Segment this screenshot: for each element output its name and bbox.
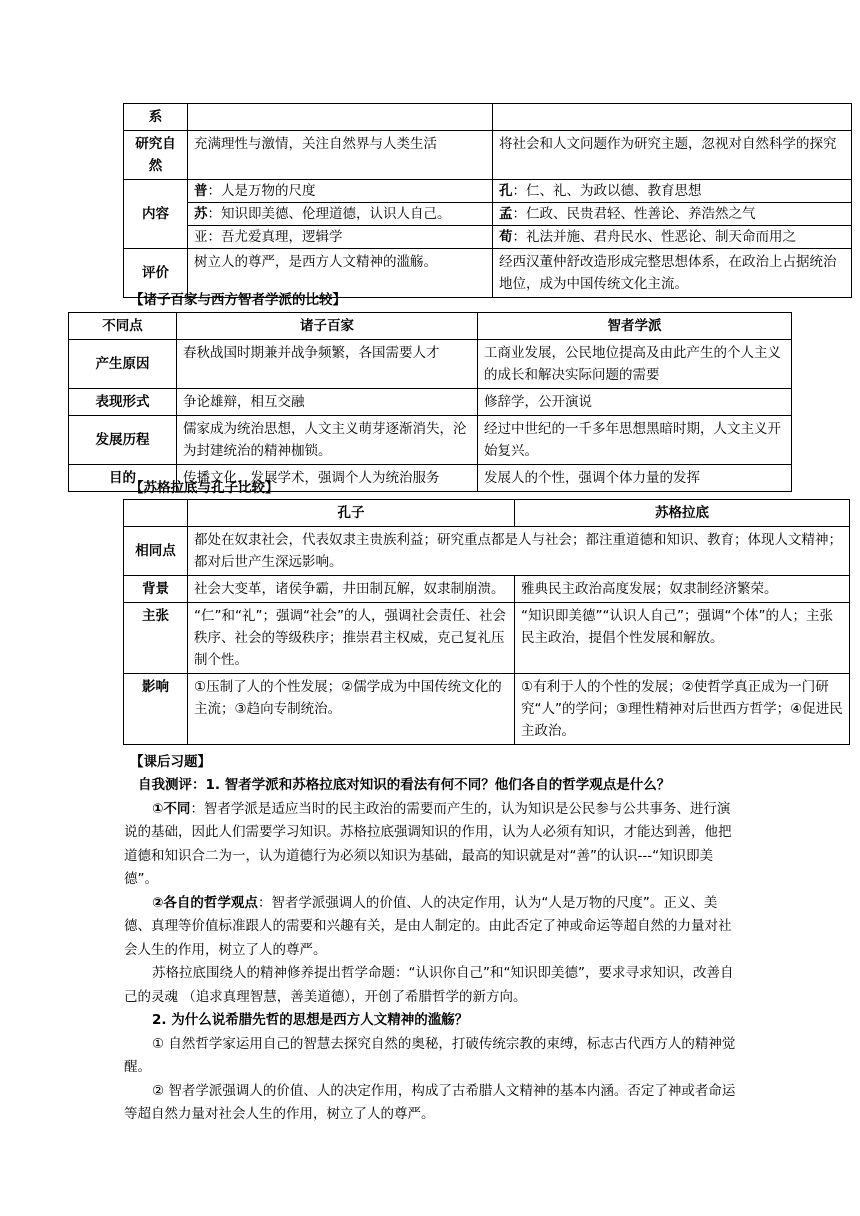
exercise-block — [124, 774, 736, 1127]
table-row — [124, 576, 850, 603]
text: ：仁政、民贵君轻、性善论、养浩然之气 — [512, 206, 756, 222]
header-cell: 苏格拉底 — [515, 500, 850, 527]
comparison-table-1 — [123, 103, 852, 298]
cell: 社会大变革，诸侯争霸，井田制瓦解，奴隶制崩溃。 — [188, 576, 515, 603]
cell: 发展人的个性，强调个体力量的发挥 — [478, 465, 792, 492]
content-line — [493, 203, 851, 226]
question-1: 自我测评：1. 智者学派和苏格拉底对知识的看法有何不同？他们各自的哲学观点是什么？ — [138, 777, 671, 793]
table-row — [69, 340, 792, 389]
table-row — [124, 131, 852, 180]
header-cell — [124, 500, 188, 527]
cell: 经过中世纪的一千多年思想黑暗时期，人文主义开始复兴。 — [478, 416, 792, 465]
row-label: 背景 — [124, 576, 188, 603]
lead: 孟 — [499, 206, 513, 222]
answer-paragraph: ② 智者学派强调人的价值、人的决定作用，构成了古希腊人文精神的基本内涵。否定了神或者命运等超自然力量对社会人生的作用，树立了人的尊严。 — [124, 1082, 736, 1122]
cell: 将社会和人文问题作为研究主题，忽视对自然科学的探究 — [493, 131, 852, 180]
cell: “仁”和“礼”；强调“社会”的人，强调社会责任、社会秩序、社会的等级秩序；推崇君主权威，克己复礼压制个性。 — [188, 603, 515, 674]
cell — [493, 180, 852, 249]
cell: 儒家成为统治思想，人文主义萌芽逐渐消失，沦为封建统治的精神枷锁。 — [177, 416, 478, 465]
cell: 雅典民主政治高度发展；奴隶制经济繁荣。 — [515, 576, 850, 603]
cell: ①压制了人的个性发展；②儒学成为中国传统文化的主流；③趋向专制统治。 — [188, 674, 515, 745]
row-label: 影响 — [124, 674, 188, 745]
answer-paragraph — [124, 892, 736, 963]
cell: 春秋战国时期兼并战争频繁，各国需要人才 — [177, 340, 478, 389]
content-line — [493, 180, 851, 203]
question-2: 2. 为什么说希腊先哲的思想是西方人文精神的滥觞？ — [152, 1012, 469, 1028]
comparison-table-3 — [123, 499, 850, 745]
row-label: 研究自然 — [124, 131, 188, 180]
cell: 传播文化，发展学术，强调个人为统治服务 — [177, 465, 478, 492]
table-row — [69, 389, 792, 416]
cell: 争论雄辩，相互交融 — [177, 389, 478, 416]
cell — [493, 104, 852, 131]
table-header — [124, 500, 850, 527]
row-label: 系 — [124, 104, 188, 131]
table-row — [124, 603, 850, 674]
section-title: 【苏格拉底与孔子比较】 — [130, 480, 279, 496]
header-cell: 诸子百家 — [177, 313, 478, 340]
table-row — [124, 104, 852, 131]
row-label: 相同点 — [124, 527, 188, 576]
cell: 修辞学，公开演说 — [478, 389, 792, 416]
content-line — [188, 180, 492, 203]
answer-lead: ①不同 — [152, 800, 191, 817]
lead: 苏 — [194, 206, 208, 222]
cell — [188, 180, 493, 249]
header-cell: 智者学派 — [478, 313, 792, 340]
table-row — [124, 674, 850, 745]
lead: 孔 — [499, 183, 513, 199]
cell: 充满理性与激情，关注自然界与人类生活 — [188, 131, 493, 180]
lead: 普 — [194, 183, 208, 199]
cell: ①有利于人的个性的发展；②使哲学真正成为一门研究“人”的学问；③理性精神对后世西方哲学；④促进民主政治。 — [515, 674, 850, 745]
text: ：知识即美德、伦理道德，认识人自己。 — [207, 206, 451, 222]
cell: 经西汉董仲舒改造形成完整思想体系，在政治上占据统治地位，成为中国传统文化主流。 — [493, 249, 852, 298]
cell: 工商业发展，公民地位提高及由此产生的个人主义的成长和解决实际问题的需要 — [478, 340, 792, 389]
text: ：礼法并施、君舟民水、性恶论、制天命而用之 — [512, 229, 796, 245]
cell — [188, 104, 493, 131]
row-label: 评价 — [124, 249, 188, 298]
answer-paragraph — [124, 798, 736, 892]
answer-paragraph: ① 自然哲学家运用自己的智慧去探究自然的奥秘，打破传统宗教的束缚，标志古代西方人的精神觉醒。 — [124, 1035, 736, 1075]
text: 亚：吾尤爱真理，逻辑学 — [194, 229, 343, 245]
content-line — [493, 226, 851, 248]
section-title: 【课后习题】 — [130, 754, 211, 770]
answer-text: ：智者学派是适应当时的民主政治的需要而产生的，认为知识是公民参与公共事务、进行演说的基础，因此人们需要学习知识。苏格拉底强调知识的作用，认为人必须有知识，才能达到善，他把道德和知识合二为一，认为道德行为必须以知识为基础，最高的知识就是对“善”的认识---“知识即美德”。 — [124, 800, 732, 887]
header-cell: 不同点 — [69, 313, 177, 340]
row-label: 内容 — [124, 180, 188, 249]
cell: 树立人的尊严，是西方人文精神的滥觞。 — [188, 249, 493, 298]
table-row — [124, 527, 850, 576]
text: ：仁、礼、为政以德、教育思想 — [512, 183, 702, 199]
row-label: 发展历程 — [69, 416, 177, 465]
table-row — [124, 180, 852, 249]
answer-lead: ②各自的哲学观点 — [152, 894, 258, 911]
content-line — [188, 226, 492, 248]
lead: 荀 — [499, 229, 513, 245]
row-label: 表现形式 — [69, 389, 177, 416]
answer-paragraph: 苏格拉底围绕人的精神修养提出哲学命题：“认识你自己”和“知识即美德”，要求寻求知识，改善自己的灵魂 （追求真理智慧，善美道德），开创了希腊哲学的新方向。 — [124, 965, 734, 1005]
header-cell: 孔子 — [188, 500, 515, 527]
cell: “知识即美德”“认识人自己”；强调“个体”的人；主张民主政治，提倡个性发展和解放。 — [515, 603, 850, 674]
comparison-table-2 — [68, 312, 792, 492]
row-label: 产生原因 — [69, 340, 177, 389]
cell: 都处在奴隶社会，代表奴隶主贵族利益；研究重点都是人与社会；都注重道德和知识、教育；体现人文精神；都对后世产生深远影响。 — [188, 527, 850, 576]
text: ：人是万物的尺度 — [207, 183, 316, 199]
row-label: 目的 — [69, 465, 177, 492]
table-header — [69, 313, 792, 340]
row-label: 主张 — [124, 603, 188, 674]
section-title: 【诸子百家与西方智者学派的比较】 — [130, 292, 346, 308]
answer-text: ：智者学派强调人的价值、人的决定作用，认为“人是万物的尺度”。正义、美德、真理等价值标准跟人的需要和兴趣有关，是由人制定的。由此否定了神或命运等超自然的力量对社会人生的作用，树立了人的尊严。 — [124, 894, 732, 958]
table-row — [69, 416, 792, 465]
content-line — [188, 203, 492, 226]
